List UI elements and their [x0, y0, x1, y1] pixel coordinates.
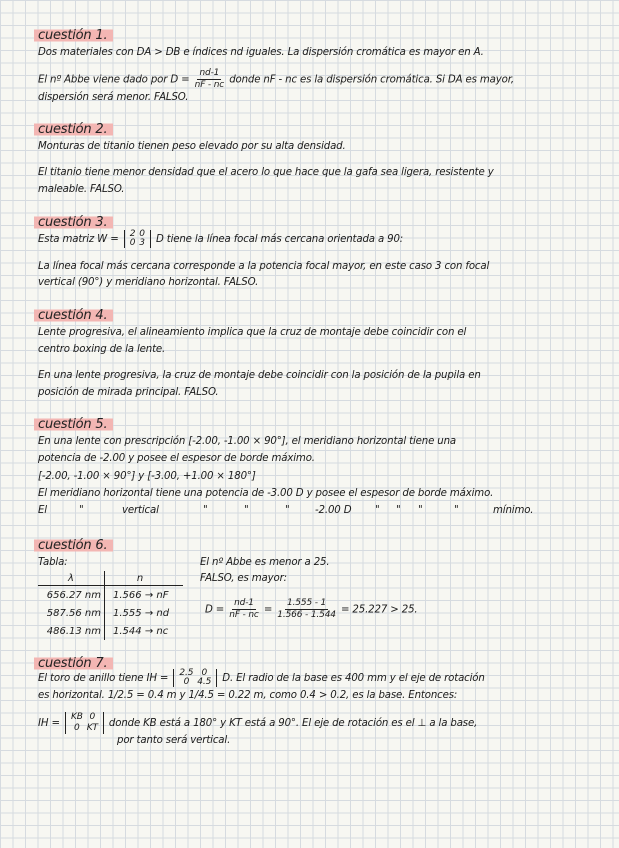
q2-line-1: Monturas de titanio tienen peso elevado por su alta densidad.	[38, 141, 346, 152]
q5-line-2: potencia de -2.00 y posee el espesor de borde máximo.	[38, 453, 315, 464]
q3-line-1	[38, 230, 403, 248]
matrix-ih-b: 0	[201, 668, 208, 678]
row-n	[105, 608, 183, 619]
q5-ditto-4: "	[203, 505, 208, 516]
q7-line-1a: El toro de anillo tiene IH =	[38, 673, 169, 684]
matrix-ih-kb: KB	[70, 712, 83, 722]
row-n-label: nd	[156, 607, 170, 619]
q5-ditto-6: "	[285, 505, 290, 516]
q5-line-4: El meridiano horizontal tiene una potencia de -3.00 D y posee el espesor de borde máximo.	[38, 488, 494, 499]
q4-line-3: En una lente progresiva, la cruz de montaje debe coincidir con la posición de la pupila en	[38, 370, 481, 381]
matrix-w-d: 3	[139, 238, 145, 248]
eq-d: D =	[205, 604, 225, 616]
row-n-label: nF	[156, 589, 169, 601]
q5-line-1: En una lente con prescripción [-2.00, -1.00 × 90°], el meridiano horizontal tiene una	[38, 436, 457, 447]
dispersion-table	[38, 571, 183, 640]
table-row	[38, 604, 183, 622]
table-row	[38, 622, 183, 640]
eq-equals: =	[263, 604, 273, 616]
matrix-ih-zero-c: 0	[74, 723, 80, 733]
matrix-ih	[173, 669, 217, 687]
header-n: n	[136, 572, 144, 584]
q5-ditto-10: "	[418, 505, 423, 516]
q5-ditto-5: "	[244, 505, 249, 516]
q6-right-1: El nº Abbe es menor a 25.	[200, 557, 330, 568]
q5-ditto-2: "	[79, 505, 84, 516]
matrix-ih-a: 2.5	[179, 668, 194, 678]
matrix-w-b: 0	[139, 229, 145, 239]
eq-f1-den: nF - nc	[229, 610, 259, 620]
q1-line-2	[38, 68, 514, 91]
matrix-ih-kt: KT	[86, 723, 98, 733]
q7-line-1	[38, 669, 485, 687]
row-n-value: 1.566	[113, 589, 142, 601]
q6-right-2: FALSO, es mayor:	[200, 573, 287, 584]
row-lambda: 486.13 nm	[38, 622, 105, 640]
table-header	[38, 571, 183, 586]
q7-line-4: por tanto será vertical.	[117, 735, 231, 746]
row-n-value: 1.555	[113, 607, 142, 619]
eq-fraction-2	[277, 598, 336, 621]
q1-line-2b: donde nF - nc es la dispersión cromática. Si DA es mayor,	[229, 74, 514, 86]
q3-line-2: La línea focal más cercana corresponde a la potencia focal mayor, en este caso 3 con focal	[38, 261, 490, 272]
q3-line-1b: D tiene la línea focal más cercana orientada a 90:	[155, 234, 404, 245]
abbe-numerator: nd-1	[199, 68, 220, 78]
q7-line-3	[38, 712, 477, 734]
q1-line-2a: El nº Abbe viene dado por D =	[38, 74, 190, 86]
q7-line-2: es horizontal. 1/2.5 = 0.4 m y 1/4.5 = 0.22 m, como 0.4 > 0.2, es la base. Entonces:	[38, 690, 458, 701]
row-n-label: nc	[156, 625, 169, 637]
arrow-icon: →	[144, 607, 154, 619]
q5-ditto-7: -2.00 D	[315, 505, 352, 516]
q1-line-1: Dos materiales con DA > DB e índices nd iguales. La dispersión cromática es mayor en A.	[38, 47, 484, 58]
q6-tabla-label: Tabla:	[38, 557, 68, 568]
q3-title: cuestión 3.	[34, 214, 113, 230]
matrix-ih-general	[65, 712, 104, 734]
q5-ditto-9: "	[396, 505, 401, 516]
q1-title: cuestión 1.	[34, 27, 113, 43]
arrow-icon: →	[144, 589, 154, 601]
row-n-value: 1.544	[113, 625, 142, 637]
q5-line-5	[38, 505, 533, 516]
q3-line-1a: Esta matriz W =	[38, 234, 119, 245]
q7-line-3b: donde KB está a 180° y KT está a 90°. El eje de rotación es el ⊥ a la base,	[108, 718, 478, 729]
abbe-denominator: nF - nc	[194, 80, 225, 90]
q6-title: cuestión 6.	[34, 537, 113, 553]
row-lambda: 656.27 nm	[38, 586, 105, 604]
q7-line-3a: IH =	[38, 718, 60, 729]
q5-ditto-11: "	[454, 505, 459, 516]
eq-result: = 25.227 > 25.	[340, 604, 418, 616]
eq-f1-num: nd-1	[234, 598, 254, 608]
q5-ditto-1: El	[38, 505, 47, 516]
q4-line-2: centro boxing de la lente.	[38, 344, 166, 355]
matrix-ih-c: 0	[183, 677, 190, 687]
q5-ditto-12: mínimo.	[493, 505, 534, 516]
q4-line-4: posición de mirada principal. FALSO.	[38, 387, 219, 398]
matrix-w-a: 2	[129, 229, 136, 239]
row-n	[105, 590, 183, 601]
q4-line-1: Lente progresiva, el alineamiento implica que la cruz de montaje debe coincidir con el	[38, 327, 467, 338]
q5-ditto-8: "	[375, 505, 380, 516]
abbe-fraction	[195, 68, 224, 91]
row-lambda: 587.56 nm	[38, 604, 105, 622]
q5-ditto-3: vertical	[122, 505, 159, 516]
matrix-ih-d: 4.5	[197, 677, 212, 687]
matrix-w	[124, 230, 151, 248]
eq-fraction-1	[229, 598, 258, 621]
matrix-ih-zero-b: 0	[89, 712, 96, 722]
row-n	[105, 626, 183, 637]
arrow-icon: →	[144, 625, 154, 637]
q6-equation	[205, 598, 418, 621]
q5-line-3: [-2.00, -1.00 × 90°] y [-3.00, +1.00 × 180°]	[38, 471, 256, 482]
q7-line-1b: D. El radio de la base es 400 mm y el eje de rotación	[222, 673, 485, 684]
matrix-w-c: 0	[129, 238, 136, 248]
eq-f2-num: 1.555 - 1	[287, 598, 327, 608]
q2-line-2: El titanio tiene menor densidad que el acero lo que hace que la gafa sea ligera, resistente y	[38, 167, 494, 178]
q3-line-3: vertical (90°) y meridiano horizontal. FALSO.	[38, 277, 259, 288]
header-lambda: λ	[38, 571, 105, 585]
q4-title: cuestión 4.	[34, 307, 113, 323]
table-row	[38, 586, 183, 604]
q5-title: cuestión 5.	[34, 416, 113, 432]
q2-title: cuestión 2.	[34, 121, 113, 137]
q7-title: cuestión 7.	[34, 655, 113, 671]
q1-line-3: dispersión será menor. FALSO.	[38, 92, 189, 103]
q2-line-3: maleable. FALSO.	[38, 184, 125, 195]
eq-f2-den: 1.566 - 1.544	[277, 610, 336, 620]
